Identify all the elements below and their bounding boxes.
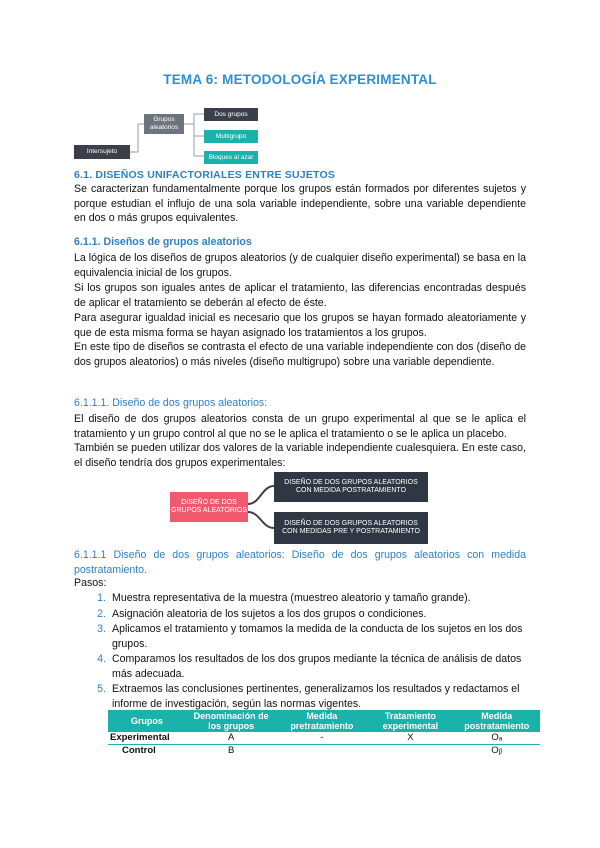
tree-node-grupos-aleatorios: Grupos aleatorios [144, 114, 184, 134]
subsection-heading: 6.1.1. Diseños de grupos aleatorios [74, 236, 252, 248]
list-item: 4. Comparamos los resultados de los dos grupos mediante la técnica de análisis de datos más adecuada. [97, 653, 522, 680]
table-cell: B [227, 745, 235, 756]
subsubsection-heading: 6.1.1.1. Diseño de dos grupos aleatorios: [74, 397, 268, 409]
table-header: Denominación de los grupos [186, 710, 277, 732]
section-heading: 6.1. DISEÑOS UNIFACTORIALES ENTRE SUJETOS [74, 169, 336, 181]
table-header: Grupos [108, 710, 186, 732]
paragraph: Para asegurar igualdad inicial es necesario que los grupos se hayan formado aleatoriamente y que de esta misma forma se hayan asignado los tratamientos a los grupos. [74, 312, 526, 339]
table-row [108, 745, 540, 758]
table-cell: Oᵦ [491, 745, 503, 756]
tree-root-intersujeto: Intersujeto [74, 145, 130, 159]
diagram-box-post: DISEÑO DE DOS GRUPOS ALEATORIOS CON MEDIDA POSTRATAMIENTO [274, 472, 428, 502]
tree-leaf-multigrupo: Multigrupo [204, 130, 258, 143]
list-item: 2. Asignación aleatoria de los sujetos a los dos grupos o condiciones. [97, 607, 427, 620]
table-cell: X [367, 732, 453, 745]
table-cell [276, 745, 367, 758]
table-cell: A [186, 732, 277, 745]
steps-label: Pasos: [74, 577, 107, 589]
diagram-root-box: DISEÑO DE DOS GRUPOS ALEATORIOS [170, 492, 248, 522]
table-cell: - [276, 732, 367, 745]
table-header-row [108, 710, 540, 732]
table-cell: Oₐ [454, 732, 540, 745]
list-item: 5. Extraemos las conclusiones pertinentes, generalizamos los resultados y redactamos el informe de investigación, según las normas vigentes. [97, 683, 520, 710]
tree-leaf-bloques: Bloques al azar [204, 151, 258, 164]
design-tree-diagram [74, 108, 264, 164]
table-header: Tratamiento experimental [367, 710, 453, 732]
paragraph: También se pueden utilizar dos valores de la variable independiente cualesquiera. En este caso, el diseño tendría dos grupos experimentales: [74, 442, 526, 469]
diagram-box-prepost: DISEÑO DE DOS GRUPOS ALEATORIOS CON MEDIDAS PRE Y POSTRATAMIENTO [274, 512, 428, 544]
paragraph: Si los grupos son iguales antes de aplicar el tratamiento, las diferencias encontradas después de aplicar el tratamiento se deberán al efecto de éste. [74, 282, 526, 309]
page-title: TEMA 6: METODOLOGÍA EXPERIMENTAL [163, 72, 437, 87]
paragraph: En este tipo de diseños se contrasta el efecto de una variable independiente con dos (diseño de dos grupos aleatorios) o más niveles (diseño multigrupo) sobre una variable dependiente. [74, 341, 526, 368]
design-table [108, 710, 540, 757]
table-cell: Control [122, 745, 156, 756]
steps-list [74, 591, 526, 712]
table-header: Medida postratamiento [454, 710, 540, 732]
table-row [108, 732, 540, 745]
table-cell: Experimental [108, 732, 186, 745]
tree-leaf-dos-grupos: Dos grupos [204, 108, 258, 121]
section-intro: Se caracterizan fundamentalmente porque los grupos están formados por diferentes sujetos y porque estudian el influjo de una sola variable independiente, sobre una variable dependiente en dos o más grupos equivalentes. [74, 183, 526, 225]
subsubsection-heading: 6.1.1.1 Diseño de dos grupos aleatorios: Diseño de dos grupos aleatorios con medida postratamiento. [74, 549, 526, 576]
list-item: 3. Aplicamos el tratamiento y tomamos la medida de la conducta de los sujetos en los dos grupos. [97, 623, 523, 650]
paragraph: El diseño de dos grupos aleatorios consta de un grupo experimental al que se le aplica el tratamiento y un grupo control al que no se le aplica el tratamiento o se le aplica un placebo. [74, 413, 526, 440]
list-item: 1. Muestra representativa de la muestra (muestreo aleatorio y tamaño grande). [97, 592, 471, 604]
two-groups-diagram [170, 470, 430, 546]
table-cell [367, 745, 453, 758]
paragraph: La lógica de los diseños de grupos aleatorios (y de cualquier diseño experimental) se basa en la equivalencia inicial de los grupos. [74, 252, 526, 279]
table-header: Medida pretratamiento [276, 710, 367, 732]
